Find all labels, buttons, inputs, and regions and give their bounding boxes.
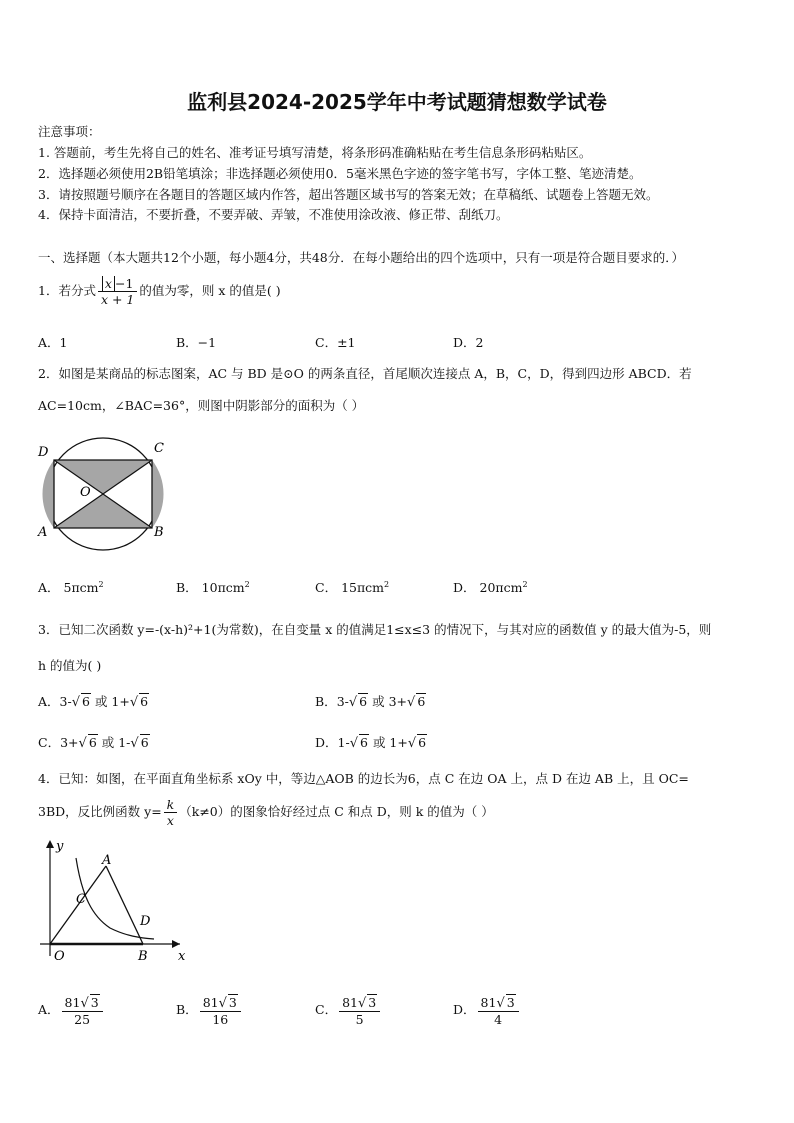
q2-option-a[interactable]: A． 5πcm$^2$ — [38, 579, 104, 595]
side-ab — [106, 866, 143, 944]
q1-den: x + 1 — [100, 292, 135, 307]
label-c: C — [154, 441, 164, 456]
q3-option-c[interactable]: C．3+√ 6 或 1-√ 6 — [38, 735, 149, 751]
label-c: C — [76, 892, 86, 907]
q1-option-d[interactable]: D．2 — [453, 335, 484, 350]
q1-num-abs: x — [104, 276, 112, 291]
label-o: O — [80, 485, 91, 500]
q4-fraction: $\frac{k}{x}$ — [164, 797, 178, 828]
label-x: x — [178, 949, 186, 964]
q2-circle-figure — [30, 432, 180, 562]
label-b: B — [138, 949, 148, 964]
q4-option-a[interactable]: A． $\frac{81√ 3}{25}$ — [38, 994, 105, 1027]
label-a: A — [38, 525, 48, 540]
notice-item-1: 1. 答题前，考生先将自己的姓名、准考证号填写清楚，将条形码准确粘贴在考生信息条形码粘贴区。 — [38, 145, 592, 160]
label-b: B — [154, 525, 164, 540]
q1-option-c[interactable]: C．±1 — [315, 335, 356, 350]
q2-option-d[interactable]: D． 20πcm$^2$ — [453, 579, 528, 595]
q4-option-c[interactable]: C． $\frac{81√ 3}{5}$ — [315, 994, 382, 1027]
q2-option-c[interactable]: C． 15πcm$^2$ — [315, 579, 390, 595]
q4-line-2: 3BD，反比例函数 y= $\frac{k}{x}$ （k≠0）的图象恰好经过点 C 和点 D，则 k 的值为（ ） — [38, 797, 494, 828]
q1-fraction — [98, 276, 137, 307]
q3-option-b[interactable]: B．3-√ 6 或 3+√ 6 — [315, 694, 426, 710]
q1-num-rest: −1 — [114, 276, 134, 291]
label-o: O — [54, 949, 65, 964]
page-title: 监利县2024-2025学年中考试题猜想数学试卷 — [187, 90, 607, 114]
left-segment — [42, 460, 54, 528]
notice-item-3: 3．请按照题号顺序在各题目的答题区域内作答，超出答题区域书写的答案无效；在草稿纸、试题卷上答题无效。 — [38, 187, 659, 202]
y-axis-arrow — [46, 840, 54, 848]
q3-line-2: h 的值为( ) — [38, 658, 102, 673]
q2-line-2: AC=10cm，∠BAC=36°，则图中阴影部分的面积为（ ） — [38, 398, 365, 413]
q3-line-1: 3．已知二次函数 y=-(x-h)²+1(为常数)，在自变量 x 的值满足1≤x≤3 的情况下，与其对应的函数值 y 的最大值为-5，则 — [38, 622, 712, 637]
q2-line-1: 2．如图是某商品的标志图案，AC 与 BD 是⊙O 的两条直径，首尾顺次连接点 A，B，C，D，得到四边形 ABCD．若 — [38, 366, 692, 381]
q4-option-d[interactable]: D． $\frac{81√ 3}{4}$ — [453, 994, 521, 1027]
section-heading: 一、选择题（本大题共12个小题，每小题4分，共48分．在每小题给出的四个选项中，只有一项是符合题目要求的．） — [38, 250, 685, 265]
q1-prefix: 1．若分式 — [38, 283, 96, 298]
q4-coordinate-figure — [30, 836, 190, 966]
q1-suffix: 的值为零，则 x 的值是( ) — [139, 283, 281, 298]
notice-header: 注意事项： — [38, 124, 101, 139]
q2-option-b[interactable]: B． 10πcm$^2$ — [176, 579, 250, 595]
x-axis-arrow — [172, 940, 180, 948]
q1-option-b[interactable]: B．−1 — [176, 335, 217, 350]
label-d: D — [140, 914, 151, 929]
question-1 — [38, 276, 281, 307]
label-y: y — [56, 839, 64, 854]
right-segment — [152, 460, 164, 528]
q1-option-a[interactable]: A．1 — [38, 335, 68, 350]
q4-line-1: 4．已知：如图，在平面直角坐标系 xOy 中，等边△AOB 的边长为6，点 C 在边 OA 上，点 D 在边 AB 上，且 OC= — [38, 771, 689, 786]
q3-option-a[interactable]: A．3-√ 6 或 1+√ 6 — [38, 694, 149, 710]
notice-item-4: 4．保持卡面清洁，不要折叠，不要弄破、弄皱，不准使用涂改液、修正带、刮纸刀。 — [38, 207, 509, 222]
label-d: D — [38, 445, 49, 460]
label-a: A — [102, 853, 112, 868]
notice-item-2: 2．选择题必须使用2B铅笔填涂；非选择题必须使用0．5毫米黑色字迹的签字笔书写，字体工整、笔迹清楚。 — [38, 166, 642, 181]
q3-option-d[interactable]: D．1-√ 6 或 1+√ 6 — [315, 735, 427, 751]
q4-option-b[interactable]: B． $\frac{81√ 3}{16}$ — [176, 994, 243, 1027]
